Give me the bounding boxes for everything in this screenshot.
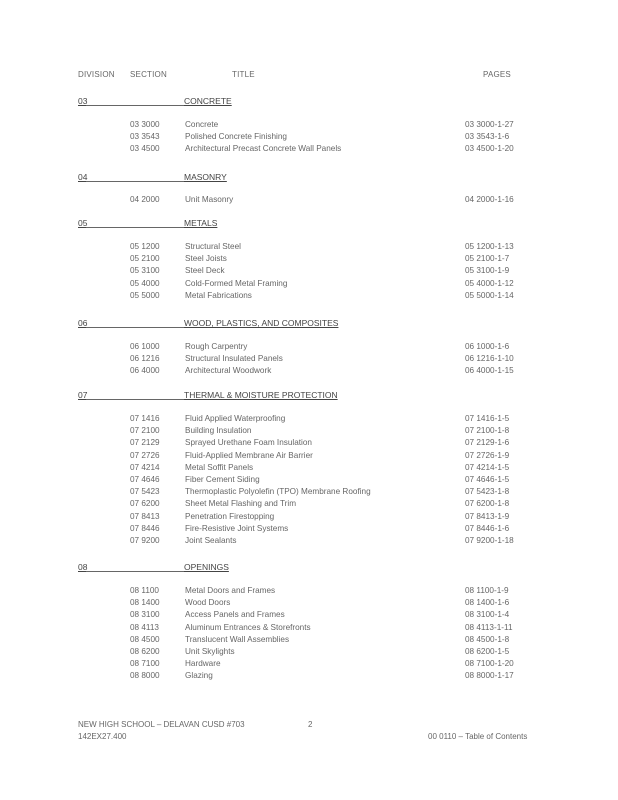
- section-title: Fire-Resistive Joint Systems: [185, 523, 289, 533]
- section-row: [78, 195, 548, 207]
- section-number: 03 3543: [130, 132, 160, 142]
- section-row: [78, 354, 548, 366]
- footer-project: NEW HIGH SCHOOL – DELAVAN CUSD #703: [78, 720, 245, 729]
- division-rule: [86, 399, 186, 400]
- division-rule: [86, 327, 186, 328]
- section-title: Architectural Woodwork: [185, 366, 272, 376]
- section-pages: 07 2100-1-8: [465, 426, 510, 436]
- section-row: [78, 647, 548, 659]
- section-pages: 08 3100-1-4: [465, 610, 510, 620]
- section-row: [78, 266, 548, 278]
- section-number: 07 8413: [130, 511, 160, 521]
- header-pages: PAGES: [483, 70, 511, 79]
- section-number: 07 2726: [130, 450, 160, 460]
- section-row: [78, 132, 548, 144]
- section-number: 08 3100: [130, 610, 160, 620]
- section-title: Steel Deck: [185, 266, 225, 276]
- section-row: [78, 623, 548, 635]
- section-title: Polished Concrete Finishing: [185, 132, 287, 142]
- division-number: 06: [78, 318, 88, 328]
- section-row: [78, 659, 548, 671]
- section-row: [78, 342, 548, 354]
- section-number: 07 2100: [130, 426, 160, 436]
- section-pages: 08 4113-1-11: [465, 622, 513, 632]
- division-heading: [78, 172, 538, 186]
- section-title: Architectural Precast Concrete Wall Panels: [185, 144, 342, 154]
- section-title: Fluid Applied Waterproofing: [185, 414, 286, 423]
- section-pages: 07 1416-1-5: [465, 414, 510, 423]
- section-pages: 08 6200-1-5: [465, 647, 510, 656]
- section-row: [78, 536, 548, 548]
- section-title: Sheet Metal Flashing and Trim: [185, 499, 297, 509]
- section-number: 06 4000: [130, 366, 160, 376]
- section-row: [78, 610, 548, 622]
- section-row: [78, 475, 548, 487]
- section-title: Metal Fabrications: [185, 290, 252, 300]
- division-rule: [86, 227, 186, 228]
- section-title: Building Insulation: [185, 426, 252, 436]
- section-title: Rough Carpentry: [185, 342, 248, 351]
- section-title: Aluminum Entrances & Storefronts: [185, 622, 311, 632]
- section-number: 07 2129: [130, 438, 160, 448]
- section-title: Steel Joists: [185, 254, 227, 264]
- section-number: 05 4000: [130, 278, 160, 288]
- section-row: [78, 120, 548, 132]
- section-number: 07 8446: [130, 523, 160, 533]
- section-pages: 07 4214-1-5: [465, 462, 510, 472]
- division-heading: [78, 218, 538, 232]
- header-title: TITLE: [232, 70, 255, 79]
- section-pages: 05 3100-1-9: [465, 266, 510, 276]
- section-number: 07 6200: [130, 499, 160, 509]
- footer-document: 00 0110 – Table of Contents: [428, 732, 528, 741]
- section-pages: 07 4646-1-5: [465, 475, 510, 484]
- section-number: 03 4500: [130, 144, 160, 154]
- division-heading: [78, 318, 538, 332]
- header-section: SECTION: [130, 70, 167, 79]
- section-row: [78, 291, 548, 303]
- section-row: [78, 438, 548, 450]
- section-number: 08 4113: [130, 622, 159, 632]
- section-row: [78, 635, 548, 647]
- section-pages: 07 2129-1-6: [465, 438, 510, 448]
- section-pages: 03 3000-1-27: [465, 120, 514, 129]
- section-pages: 06 1000-1-6: [465, 342, 510, 351]
- section-title: Metal Soffit Panels: [185, 462, 254, 472]
- section-row: [78, 254, 548, 266]
- section-title: Cold-Formed Metal Framing: [185, 278, 288, 288]
- section-number: 05 2100: [130, 254, 160, 264]
- section-row: [78, 242, 548, 254]
- section-pages: 07 2726-1-9: [465, 450, 510, 460]
- section-pages: 08 7100-1-20: [465, 659, 514, 669]
- section-pages: 07 8413-1-9: [465, 511, 510, 521]
- division-heading: [78, 390, 538, 404]
- section-title: Access Panels and Frames: [185, 610, 285, 620]
- section-number: 07 5423: [130, 487, 160, 497]
- division-rule: [86, 181, 186, 182]
- section-row: [78, 451, 548, 463]
- section-pages: 08 1400-1-6: [465, 598, 510, 608]
- section-pages: 07 6200-1-8: [465, 499, 510, 509]
- section-title: Fluid-Applied Membrane Air Barrier: [185, 450, 313, 460]
- division-title: CONCRETE: [184, 96, 232, 106]
- section-number: 06 1000: [130, 342, 160, 351]
- section-pages: 03 4500-1-20: [465, 144, 514, 154]
- section-title: Wood Doors: [185, 598, 231, 608]
- section-row: [78, 512, 548, 524]
- section-row: [78, 463, 548, 475]
- section-number: 07 1416: [130, 414, 160, 423]
- division-title: THERMAL & MOISTURE PROTECTION: [184, 390, 338, 400]
- section-pages: 08 4500-1-8: [465, 634, 510, 644]
- division-title: OPENINGS: [184, 562, 229, 572]
- section-row: [78, 366, 548, 378]
- section-title: Thermoplastic Polyolefin (TPO) Membrane Roofing: [185, 487, 371, 497]
- division-rule: [86, 105, 186, 106]
- division-number: 08: [78, 562, 88, 572]
- section-number: 07 4646: [130, 475, 160, 484]
- section-title: Translucent Wall Assemblies: [185, 634, 290, 644]
- section-number: 07 9200: [130, 536, 160, 545]
- section-title: Hardware: [185, 659, 221, 669]
- section-number: 08 8000: [130, 671, 160, 681]
- section-title: Sprayed Urethane Foam Insulation: [185, 438, 312, 448]
- section-number: 05 3100: [130, 266, 160, 276]
- section-pages: 03 3543-1-6: [465, 132, 510, 142]
- section-pages: 07 5423-1-8: [465, 487, 510, 497]
- section-title: Joint Sealants: [185, 536, 237, 545]
- section-row: [78, 671, 548, 683]
- section-title: Penetration Firestopping: [185, 511, 275, 521]
- section-pages: 05 5000-1-14: [465, 290, 514, 300]
- section-row: [78, 524, 548, 536]
- section-title: Fiber Cement Siding: [185, 475, 260, 484]
- section-number: 08 4500: [130, 634, 160, 644]
- section-number: 08 6200: [130, 647, 160, 656]
- header-division: DIVISION: [78, 70, 115, 79]
- division-heading: [78, 562, 538, 576]
- section-pages: 05 1200-1-13: [465, 242, 514, 251]
- division-title: MASONRY: [184, 172, 227, 182]
- section-number: 08 1400: [130, 598, 160, 608]
- section-title: Unit Skylights: [185, 647, 235, 656]
- section-number: 04 2000: [130, 195, 160, 204]
- section-row: [78, 414, 548, 426]
- section-row: [78, 499, 548, 511]
- division-number: 04: [78, 172, 88, 182]
- division-number: 05: [78, 218, 88, 228]
- section-pages: 07 9200-1-18: [465, 536, 514, 545]
- division-number: 03: [78, 96, 88, 106]
- section-row: [78, 279, 548, 291]
- section-title: Glazing: [185, 671, 213, 681]
- section-pages: 06 4000-1-15: [465, 366, 514, 376]
- section-row: [78, 586, 548, 598]
- section-title: Structural Steel: [185, 242, 241, 251]
- section-number: 06 1216: [130, 354, 160, 364]
- section-number: 08 1100: [130, 586, 159, 595]
- footer-job-number: 142EX27.400: [78, 732, 127, 741]
- section-row: [78, 426, 548, 438]
- footer-page-number: 2: [308, 720, 313, 729]
- division-title: WOOD, PLASTICS, AND COMPOSITES: [184, 318, 339, 328]
- section-row: [78, 487, 548, 499]
- section-title: Structural Insulated Panels: [185, 354, 283, 364]
- division-rule: [86, 571, 186, 572]
- section-number: 05 1200: [130, 242, 160, 251]
- section-number: 07 4214: [130, 462, 160, 472]
- section-pages: 05 2100-1-7: [465, 254, 510, 264]
- section-pages: 05 4000-1-12: [465, 278, 514, 288]
- section-title: Unit Masonry: [185, 195, 234, 204]
- section-title: Metal Doors and Frames: [185, 586, 276, 595]
- section-pages: 08 8000-1-17: [465, 671, 514, 681]
- section-number: 05 5000: [130, 290, 160, 300]
- section-pages: 04 2000-1-16: [465, 195, 514, 204]
- division-title: METALS: [184, 218, 218, 228]
- section-pages: 08 1100-1-9: [465, 586, 509, 595]
- section-number: 08 7100: [130, 659, 160, 669]
- division-number: 07: [78, 390, 88, 400]
- division-heading: [78, 96, 538, 110]
- section-title: Concrete: [185, 120, 219, 129]
- section-pages: 06 1216-1-10: [465, 354, 514, 364]
- section-row: [78, 598, 548, 610]
- section-row: [78, 144, 548, 156]
- section-pages: 07 8446-1-6: [465, 523, 510, 533]
- section-number: 03 3000: [130, 120, 160, 129]
